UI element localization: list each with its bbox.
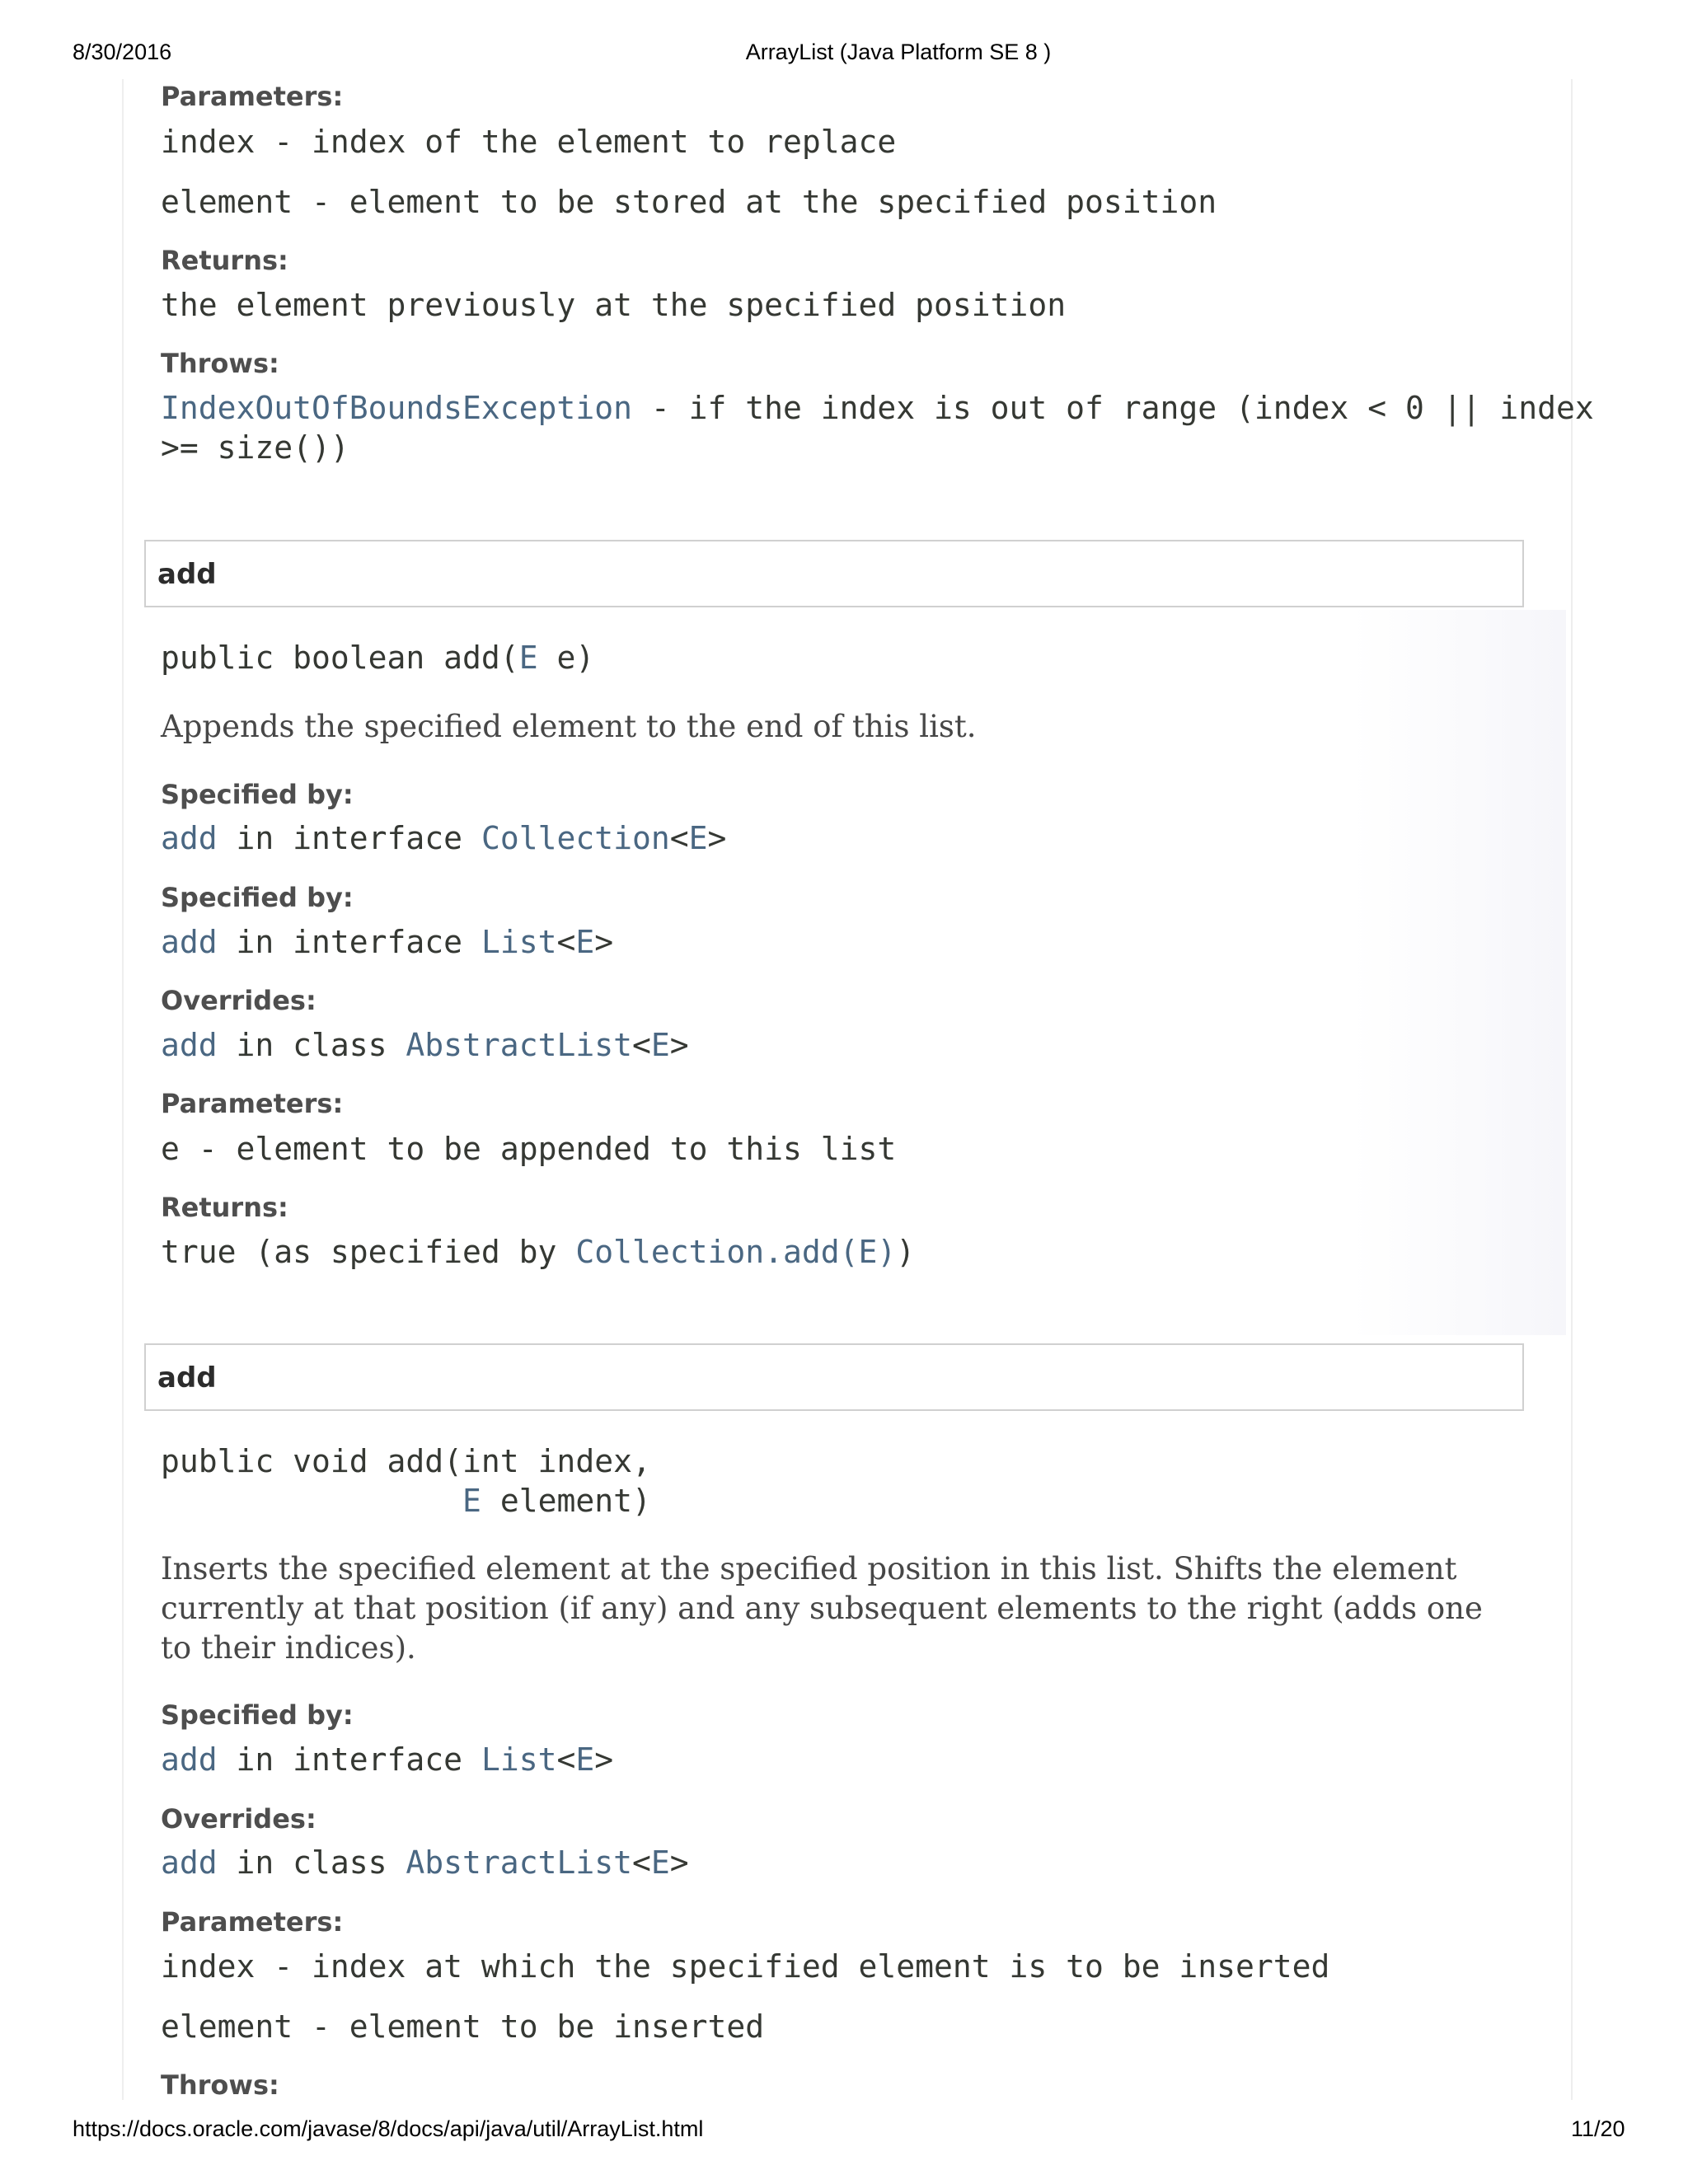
specified-by-label: Specified by: [161, 779, 354, 810]
overrides-text [161, 1025, 689, 1065]
returns-label: Returns: [161, 1192, 288, 1223]
method-link[interactable]: add [161, 924, 218, 960]
method-signature [161, 638, 594, 677]
generic-open: < [556, 924, 576, 960]
print-title: ArrayList (Java Platform SE 8 ) [745, 40, 1052, 64]
type-link[interactable]: E [462, 1483, 481, 1519]
type-link[interactable]: E [650, 1027, 670, 1063]
method-link[interactable]: add [161, 820, 218, 856]
method-header-add [144, 1343, 1524, 1411]
signature-indent [161, 1483, 462, 1519]
returns-prefix: true (as specified by [161, 1234, 576, 1270]
class-link[interactable]: AbstractList [406, 1844, 632, 1881]
interface-link[interactable]: List [481, 924, 557, 960]
method-description: Inserts the specified element at the specified position in this list. Shifts the element currently at that position (if any) and any subsequent elements to the right (adds one to their indices). [161, 1551, 1483, 1666]
parameters-label: Parameters: [161, 1088, 344, 1119]
type-link[interactable]: E [688, 820, 708, 856]
returns-text [161, 1232, 915, 1272]
param-text: - element to be inserted [293, 2008, 765, 2045]
type-link[interactable]: E [650, 1844, 670, 1881]
param-text: - index of the element to replace [255, 124, 897, 160]
interface-link[interactable]: List [481, 1741, 557, 1778]
parameters-label: Parameters: [161, 81, 344, 112]
throws-text [161, 388, 1594, 428]
method-link[interactable]: add [161, 1844, 218, 1881]
overrides-label: Overrides: [161, 985, 316, 1016]
type-link[interactable]: E [518, 640, 538, 676]
throws-description: - if the index is out of range (index < 0 || index [631, 390, 1594, 426]
method-description: Appends the specified element to the end of this list. [161, 709, 977, 744]
generic-close: > [707, 820, 727, 856]
exception-link[interactable]: IndexOutOfBoundsException [161, 390, 632, 426]
param-name: index [161, 124, 256, 160]
print-date: 8/30/2016 [73, 40, 172, 64]
method-header-add [144, 540, 1524, 607]
param-name: index [161, 1948, 256, 1985]
generic-open: < [669, 820, 689, 856]
returns-suffix: ) [896, 1234, 916, 1270]
returns-text: the element previously at the specified position [161, 287, 1067, 323]
method-signature-line1: public void add(int index, [161, 1443, 651, 1479]
method-link[interactable]: add [161, 1741, 218, 1778]
generic-close: > [594, 1741, 614, 1778]
param-text: - element to be appended to this list [179, 1131, 897, 1167]
returns-label: Returns: [161, 245, 288, 276]
param-name: element [161, 2008, 293, 2045]
type-link[interactable]: E [575, 1741, 595, 1778]
param-description [161, 182, 1217, 222]
specified-by-label: Specified by: [161, 882, 354, 913]
param-name: element [161, 184, 293, 220]
spec-text: in interface [217, 820, 481, 856]
class-link[interactable]: AbstractList [406, 1027, 632, 1063]
overrides-label: Overrides: [161, 1803, 316, 1835]
throws-text-continued: >= size()) [161, 429, 349, 466]
collection-add-link[interactable]: Collection.add(E) [575, 1234, 897, 1270]
throws-label: Throws: [161, 2069, 279, 2101]
specified-by-label: Specified by: [161, 1699, 354, 1731]
method-heading: add [157, 1361, 217, 1394]
method-link[interactable]: add [161, 1027, 218, 1063]
interface-link[interactable]: Collection [481, 820, 670, 856]
spec-text: in interface [217, 924, 481, 960]
generic-open: < [631, 1027, 651, 1063]
parameters-label: Parameters: [161, 1906, 344, 1938]
generic-open: < [631, 1844, 651, 1881]
specified-by-text [161, 1740, 613, 1779]
print-page-number: 11/20 [1571, 2116, 1625, 2141]
method-signature-line2 [161, 1481, 651, 1521]
spec-text: in interface [217, 1741, 481, 1778]
overrides-mid: in class [217, 1844, 406, 1881]
type-link[interactable]: E [575, 924, 595, 960]
method-heading: add [157, 558, 217, 591]
param-description [161, 1947, 1329, 1986]
generic-close: > [669, 1844, 689, 1881]
overrides-mid: in class [217, 1027, 406, 1063]
generic-close: > [594, 924, 614, 960]
specified-by-text [161, 922, 613, 962]
param-text: - element to be stored at the specified position [293, 184, 1217, 220]
generic-close: > [669, 1027, 689, 1063]
overrides-text [161, 1843, 689, 1882]
param-text: - index at which the specified element is to be inserted [255, 1948, 1330, 1985]
signature-suffix: e) [537, 640, 595, 676]
print-url: https://docs.oracle.com/javase/8/docs/api/java/util/ArrayList.html [73, 2116, 704, 2141]
generic-open: < [556, 1741, 576, 1778]
param-description [161, 1129, 896, 1169]
param-description [161, 122, 896, 162]
signature-prefix: public boolean add( [161, 640, 519, 676]
specified-by-text [161, 818, 726, 858]
signature-suffix: element) [481, 1483, 651, 1519]
param-description [161, 2007, 764, 2046]
throws-label: Throws: [161, 348, 279, 379]
param-name: e [161, 1131, 180, 1167]
